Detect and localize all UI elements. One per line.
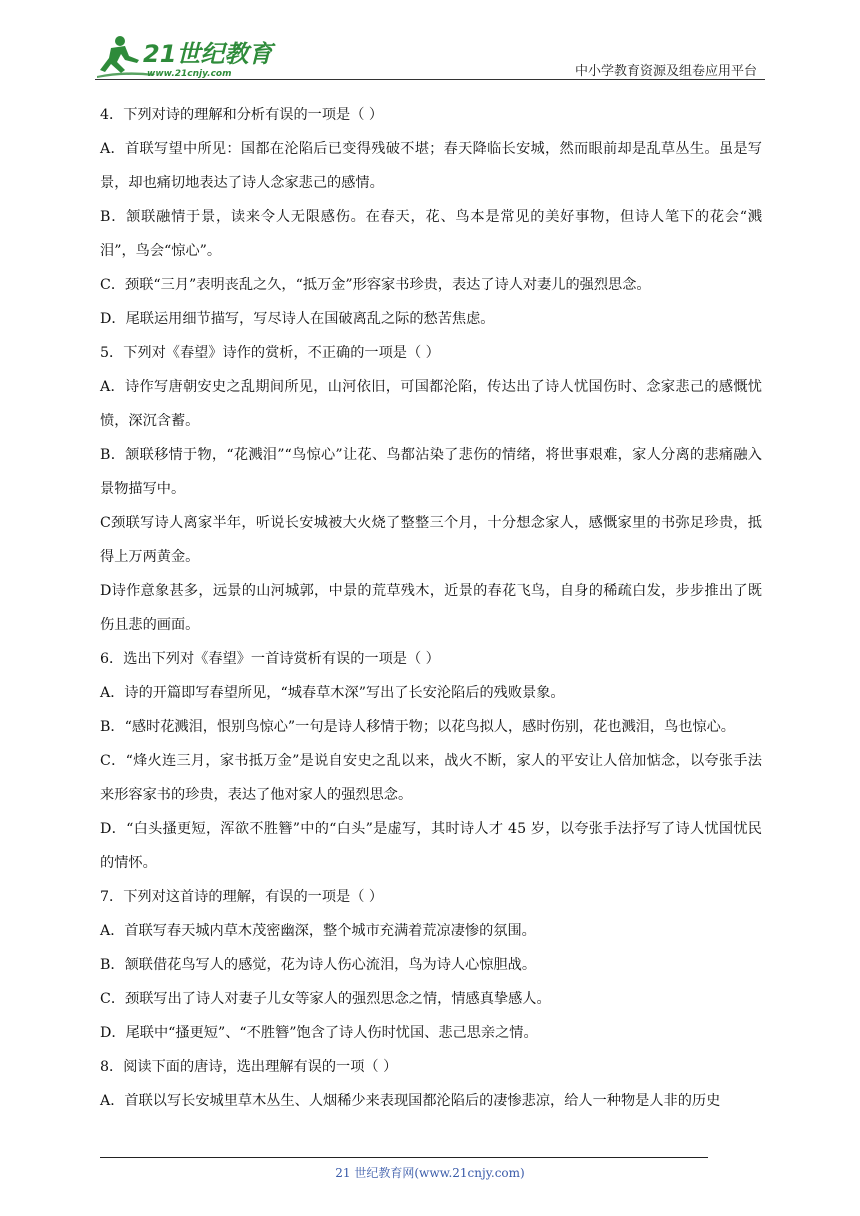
question-7-stem: 7．下列对这首诗的理解，有误的一项是（ ） — [100, 889, 384, 905]
page-header — [95, 28, 765, 80]
question-5-option-d: D诗作意象甚多，远景的山河城郭，中景的荒草残木，近景的春花飞鸟，自身的稀疏白发，步步推出了既伤且悲的画面。 — [100, 583, 762, 633]
question-8-option-a: A．首联以写长安城里草木丛生、人烟稀少来表现国都沦陷后的凄惨悲凉，给人一种物是人非的历史 — [100, 1093, 721, 1109]
question-5-option-c: C颈联写诗人离家半年，听说长安城被大火烧了整整三个月，十分想念家人，感慨家里的书弥足珍贵，抵得上万两黄金。 — [100, 515, 762, 565]
question-7-option-b: B．颔联借花鸟写人的感觉，花为诗人伤心流泪，鸟为诗人心惊胆战。 — [100, 957, 537, 973]
question-6-stem: 6．选出下列对《春望》一首诗赏析有误的一项是（ ） — [100, 651, 440, 667]
logo-wordmark: 21世纪教育 — [143, 40, 273, 68]
question-4-option-a: A．首联写望中所见：国都在沦陷后已变得残破不堪；春天降临长安城，然而眼前却是乱草丛生。虽是写景，却也痛切地表达了诗人念家悲己的感情。 — [100, 141, 762, 191]
platform-name: 中小学教育资源及组卷应用平台 — [574, 64, 757, 79]
footer-link[interactable]: 21 世纪教育网(www.21cnjy.com) — [335, 1166, 525, 1180]
question-4-option-d: D．尾联运用细节描写，写尽诗人在国破离乱之际的愁苦焦虑。 — [100, 311, 495, 327]
question-7-option-d: D．尾联中“搔更短”、“不胜簪”饱含了诗人伤时忧国、悲己思亲之情。 — [100, 1025, 538, 1041]
question-5-stem: 5．下列对《春望》诗作的赏析，不正确的一项是（ ） — [100, 345, 440, 361]
site-logo — [95, 32, 295, 80]
question-6-option-d: D．“白头搔更短，浑欲不胜簪”中的“白头”是虚写，其时诗人才 45 岁，以夸张手法抒写了诗人忧国忧民的情怀。 — [100, 821, 762, 871]
question-5-option-a: A．诗作写唐朝安史之乱期间所见，山河依旧，可国都沦陷，传达出了诗人忧国伤时、念家悲己的感慨忧愤，深沉含蓄。 — [100, 379, 762, 429]
question-6-option-c: C．“烽火连三月，家书抵万金”是说自安史之乱以来，战火不断，家人的平安让人倍加惦念，以夸张手法来形容家书的珍贵，表达了他对家人的强烈思念。 — [100, 753, 762, 803]
question-7-option-a: A．首联写春天城内草木茂密幽深，整个城市充满着荒凉凄惨的氛围。 — [100, 923, 536, 939]
header-rule — [95, 79, 765, 80]
question-4-stem: 4．下列对诗的理解和分析有误的一项是（ ） — [100, 107, 384, 123]
footer-rule — [100, 1157, 708, 1158]
question-7-option-c: C．颈联写出了诗人对妻子儿女等家人的强烈思念之情，情感真挚感人。 — [100, 991, 551, 1007]
question-4-option-c: C．颈联“三月”表明丧乱之久，“抵万金”形容家书珍贵，表达了诗人对妻儿的强烈思念。 — [100, 277, 651, 293]
logo-url: www.21cnjy.com — [147, 69, 232, 79]
question-5-option-b: B．颔联移情于物，“花溅泪”“鸟惊心”让花、鸟都沾染了悲伤的情绪，将世事艰难，家人分离的悲痛融入景物描写中。 — [100, 447, 762, 497]
question-4-option-b: B．颔联融情于景，读来令人无限感伤。在春天，花、鸟本是常见的美好事物，但诗人笔下的花会“溅泪”，鸟会“惊心”。 — [100, 209, 762, 259]
question-6-option-b: B．“感时花溅泪，恨别鸟惊心”一句是诗人移情于物；以花鸟拟人，感时伤别，花也溅泪，鸟也惊心。 — [100, 719, 735, 735]
question-6-option-a: A．诗的开篇即写春望所见，“城春草木深”写出了长安沦陷后的残败景象。 — [100, 685, 565, 701]
question-8-stem: 8．阅读下面的唐诗，选出理解有误的一项（ ） — [100, 1059, 398, 1075]
document-body — [100, 98, 762, 1118]
